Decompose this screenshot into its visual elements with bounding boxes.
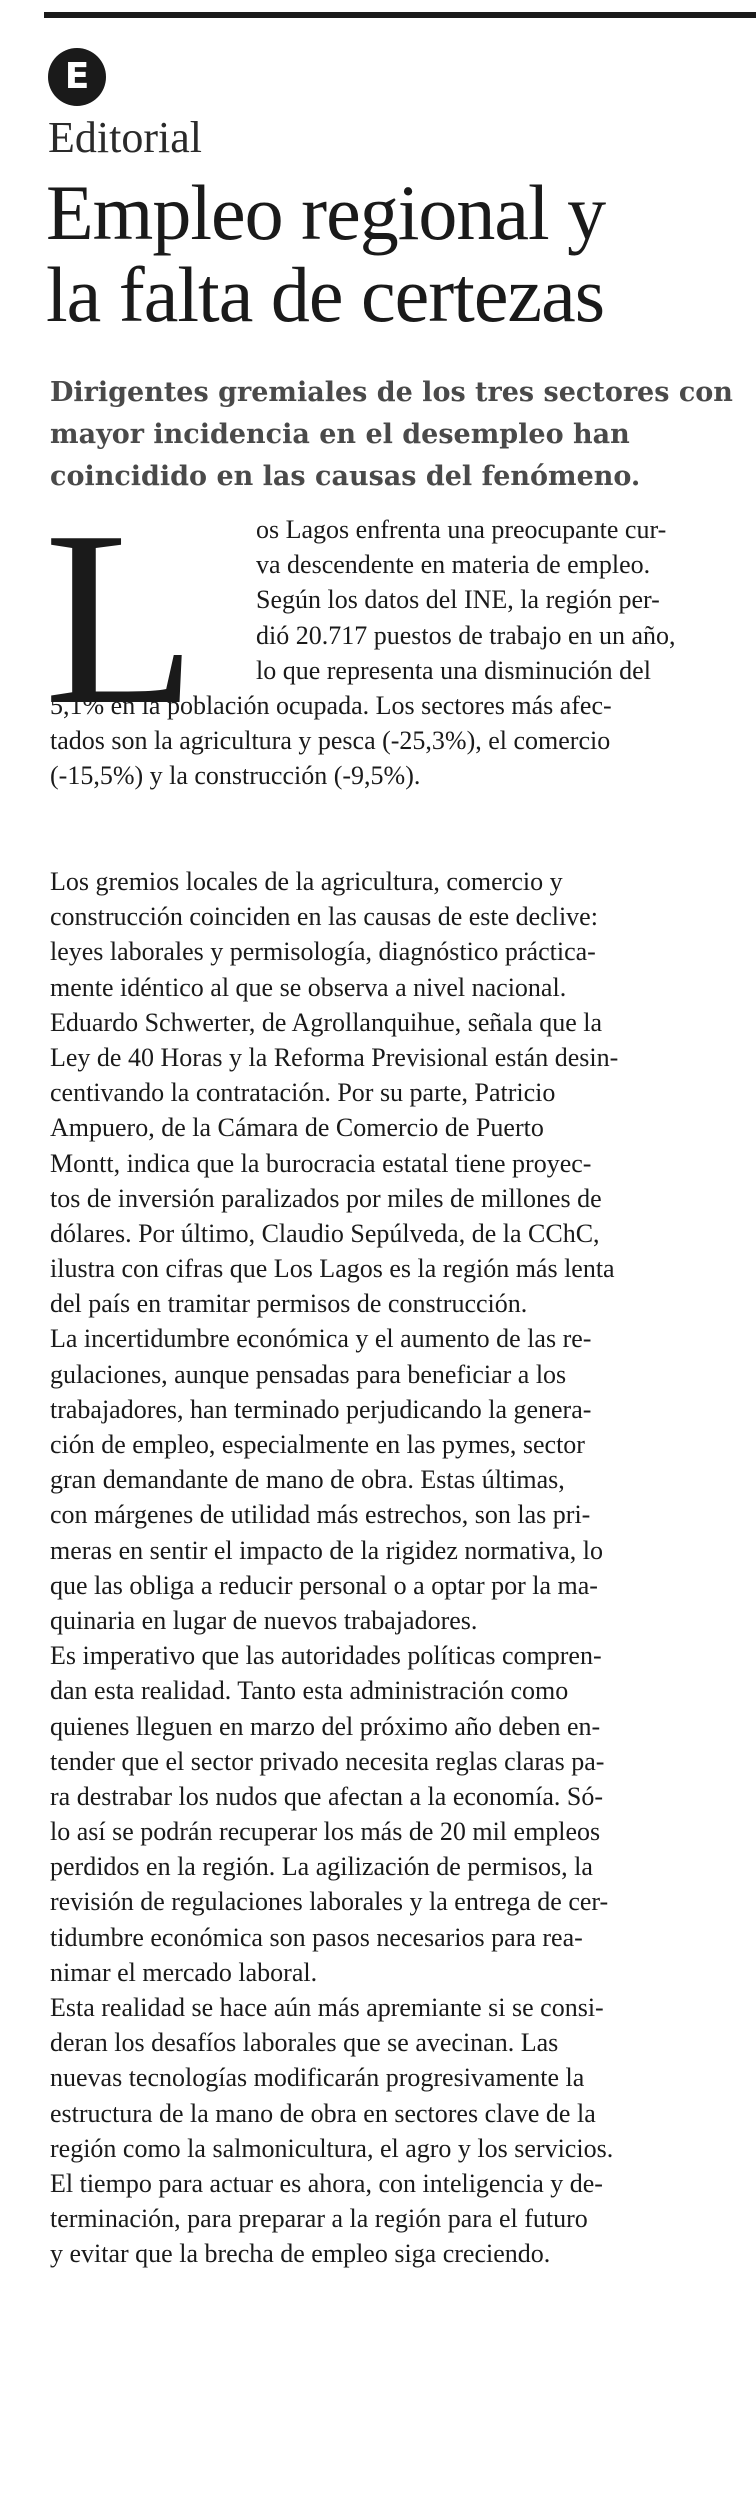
- body-line: del país en tramitar permisos de construcción.: [50, 1289, 528, 1319]
- body-line: ción de empleo, especialmente en las pymes, sector: [50, 1430, 585, 1459]
- body-line: mente idéntico al que se observa a nivel nacional.: [50, 972, 567, 1002]
- body-line: y evitar que la brecha de empleo siga creciendo.: [50, 2239, 551, 2269]
- headline-line-2: la falta de certezas: [46, 251, 605, 338]
- body-line: Ley de 40 Horas y la Reforma Previsional están desin-: [50, 1042, 619, 1072]
- deck-line-2: mayor incidencia en el desempleo han: [50, 419, 630, 450]
- body-line: lo así se podrán recuperar los más de 20 mil empleos: [50, 1817, 601, 1847]
- body-line: Es imperativo que las autoridades políticas compren-: [50, 1641, 602, 1671]
- body-line: trabajadores, han terminado perjudicando la genera-: [50, 1394, 592, 1424]
- body-line: nimar el mercado laboral.: [50, 1957, 318, 1987]
- body-line: perdidos en la región. La agilización de permisos, la: [50, 1852, 593, 1882]
- body-line: meras en sentir el impacto de la rigidez normativa, lo: [50, 1535, 604, 1565]
- body-line: nuevas tecnologías modificarán progresivamente la: [50, 2063, 585, 2093]
- body-paragraphs: [50, 864, 750, 2272]
- body-line: quienes lleguen en marzo del próximo año deben en-: [50, 1711, 601, 1741]
- body-line: estructura de la mano de obra en sectores clave de la: [50, 2098, 596, 2128]
- drop-cap: L: [44, 480, 197, 757]
- body-line: tender que el sector privado necesita reglas claras pa-: [50, 1746, 605, 1776]
- body-line: deran los desafíos laborales que se avecinan. Las: [50, 2028, 559, 2058]
- body-line: región como la salmonicultura, el agro y los servicios.: [50, 2133, 614, 2163]
- body-line: construcción coinciden en las causas de este declive:: [50, 902, 598, 932]
- headline-line-1: Empleo regional y: [46, 169, 606, 256]
- body-line: gulaciones, aunque pensadas para beneficiar a los: [50, 1359, 567, 1389]
- intro-line: (-15,5%) y la construcción (-9,5%).: [50, 761, 421, 791]
- body-line: Montt, indica que la burocracia estatal tiene proyec-: [50, 1148, 592, 1178]
- body-paragraph: [50, 1321, 750, 1638]
- intro-line: 5,1% en la población ocupada. Los sectores más afec-: [50, 691, 612, 720]
- body-line: Los gremios locales de la agricultura, comercio y: [50, 867, 563, 896]
- body-line: ra destrabar los nudos que afectan a la economía. Só-: [50, 1781, 604, 1811]
- body-line: tos de inversión paralizados por miles de millones de: [50, 1183, 602, 1213]
- body-line: tidumbre económica son pasos necesarios para rea-: [50, 1922, 583, 1952]
- intro-line: lo que representa una disminución del: [256, 655, 651, 685]
- deck-line-1: Dirigentes gremiales de los tres sectores con: [50, 377, 733, 408]
- body-line: quinaria en lugar de nuevos trabajadores.: [50, 1605, 478, 1635]
- intro-line: dió 20.717 puestos de trabajo en un año,: [256, 620, 676, 650]
- body-line: Esta realidad se hace aún más apremiante si se consi-: [50, 1993, 604, 2022]
- body-line: leyes laborales y permisología, diagnóstico práctica-: [50, 937, 596, 967]
- body-line: centivando la contratación. Por su parte, Patricio: [50, 1078, 556, 1108]
- body-line: El tiempo para actuar es ahora, con inteligencia y de-: [50, 2168, 603, 2198]
- body-line: La incertidumbre económica y el aumento de las re-: [50, 1324, 592, 1354]
- body-line: terminación, para preparar a la región para el futuro: [50, 2204, 588, 2234]
- intro-line: os Lagos enfrenta una preocupante cur-: [256, 515, 667, 544]
- body-line: que las obliga a reducir personal o a optar por la ma-: [50, 1570, 598, 1600]
- body-line: dólares. Por último, Claudio Sepúlveda, de la CChC,: [50, 1218, 600, 1248]
- body-line: ilustra con cifras que Los Lagos es la región más lenta: [50, 1254, 615, 1284]
- body-line: Eduardo Schwerter, de Agrollanquihue, señala que la: [50, 1007, 602, 1037]
- section-badge: E: [48, 48, 106, 106]
- body-line: con márgenes de utilidad más estrechos, son las pri-: [50, 1500, 591, 1530]
- body-paragraph: [50, 1990, 750, 2272]
- body-line: revisión de regulaciones laborales y la entrega de cer-: [50, 1887, 609, 1917]
- intro-paragraph: [44, 480, 750, 864]
- deck-line-3: coincidido en las causas del fenómeno.: [50, 461, 641, 492]
- body-line: dan esta realidad. Tanto esta administración como: [50, 1676, 569, 1706]
- section-label: Editorial: [48, 113, 202, 162]
- intro-line: va descendente en materia de empleo.: [256, 550, 651, 580]
- article-body: [44, 480, 750, 2272]
- body-line: Ampuero, de la Cámara de Comercio de Puerto: [50, 1113, 544, 1143]
- body-paragraph: [50, 864, 750, 1321]
- body-paragraph: [50, 1638, 750, 1990]
- intro-line: Según los datos del INE, la región per-: [256, 585, 660, 615]
- intro-line: tados son la agricultura y pesca (-25,3%), el comercio: [50, 726, 611, 756]
- headline: [46, 169, 746, 338]
- top-rule: [44, 12, 756, 18]
- body-line: gran demandante de mano de obra. Estas últimas,: [50, 1465, 565, 1495]
